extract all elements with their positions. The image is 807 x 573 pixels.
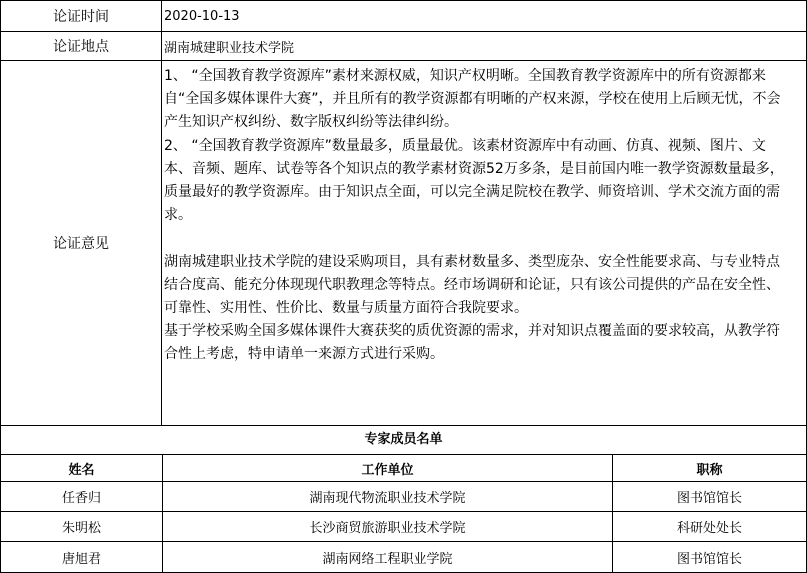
table-row bbox=[1, 542, 806, 572]
paragraph-spacer bbox=[164, 227, 792, 250]
opinion-paragraph-3: 湖南城建职业技术学院的建设采购项目，具有素材数量多、类型庞杂、安全性能要求高、与专业特点结合度高、能充分体现现代职教理念等特点。经市场调研和论证，只有该公司提供的产品在安全性、可靠性、实用性、性价比、数量与质量方面符合我院要求。 bbox=[164, 253, 780, 317]
opinion-paragraph-1: 1、 “全国教育教学资源库”素材来源权威，知识产权明晰。全国教育教学资源库中的所有资源都来自“全国多媒体课件大赛”，并且所有的教学资源都有明晰的产权来源，学校在使用上后顾无忧，不会产生知识产权纠纷、数字版权纠纷等法律纠纷。 bbox=[164, 68, 781, 131]
place-value: 湖南城建职业技术学院 bbox=[164, 40, 295, 56]
opinion-text bbox=[164, 65, 792, 367]
unit-column-header: 工作单位 bbox=[163, 455, 613, 481]
expert-title: 图书馆馆长 bbox=[676, 551, 742, 567]
expert-name: 唐旭君 bbox=[1, 542, 163, 572]
opinion-paragraph-2: 2、 “全国教育教学资源库”数量最多，质量最优。该素材资源库中有动画、仿真、视频、图片、文本、音频、题库、试卷等各个知识点的教学素材资源52万多条，是目前国内唯一教学资源数量最多，质量最好的教学资源库。由于知识点全面，可以完全满足院校在教学、师资培训、学术交流方面的需求。 bbox=[164, 137, 784, 224]
expert-title-row bbox=[1, 426, 806, 455]
expert-name: 朱明松 bbox=[1, 512, 163, 541]
opinion-paragraph-4: 基于学校采购全国多媒体课件大赛获奖的质优资源的需求，并对知识点覆盖面的要求较高，从教学符合性上考虑，特申请单一来源方式进行采购。 bbox=[164, 323, 780, 363]
place-row bbox=[1, 32, 806, 61]
name-column-header: 姓名 bbox=[1, 455, 163, 481]
expert-list-title: 专家成员名单 bbox=[364, 432, 443, 447]
expert-header-row bbox=[1, 455, 806, 482]
place-label: 论证地点 bbox=[1, 32, 162, 60]
expert-unit: 长沙商贸旅游职业技术学院 bbox=[163, 512, 613, 541]
expert-unit: 湖南现代物流职业技术学院 bbox=[163, 482, 613, 511]
date-value: 2020-10-13 bbox=[164, 8, 240, 24]
opinion-label: 论证意见 bbox=[1, 61, 162, 425]
expert-title: 图书馆馆长 bbox=[676, 491, 742, 506]
opinion-row bbox=[1, 61, 806, 426]
table-row bbox=[1, 482, 806, 512]
expert-name: 任香归 bbox=[1, 482, 163, 511]
title-column-header: 职称 bbox=[696, 462, 723, 478]
date-label: 论证时间 bbox=[1, 1, 162, 31]
expert-title: 科研处处长 bbox=[676, 521, 742, 536]
date-row bbox=[1, 1, 806, 32]
expert-unit: 湖南网络工程职业学院 bbox=[163, 542, 613, 572]
table-row bbox=[1, 512, 806, 542]
